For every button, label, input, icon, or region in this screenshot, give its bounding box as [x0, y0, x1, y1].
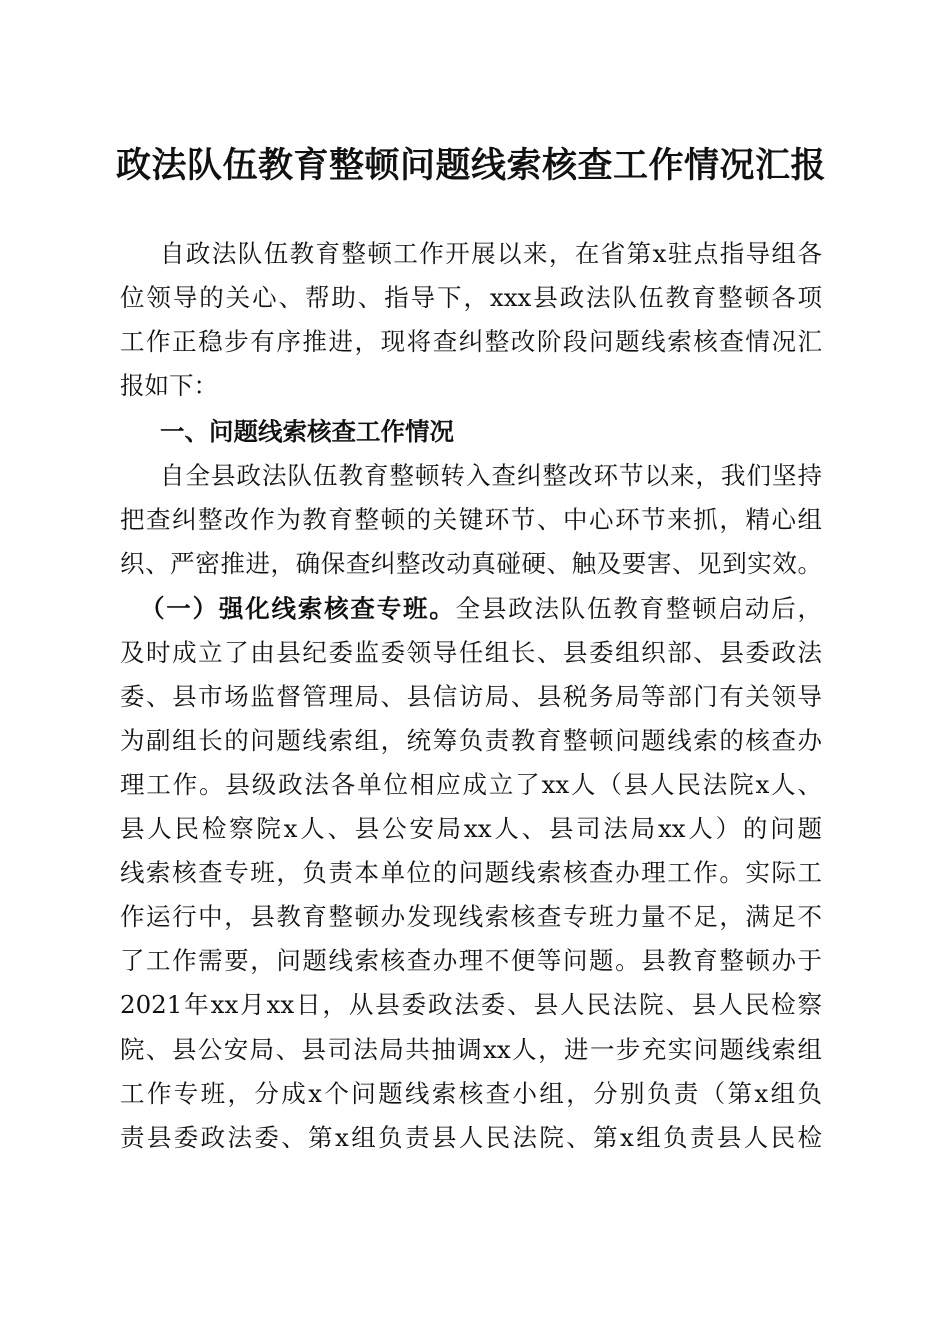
paragraph-line: 为副组长的问题线索组，统筹负责教育整顿问题线索的核查办 [120, 726, 822, 755]
paragraph-line: 报如下： [120, 371, 218, 400]
paragraph-line: 把查纠整改作为教育整顿的关键环节、中心环节来抓，精心组 [120, 505, 822, 534]
paragraph-line: 及时成立了由县纪委监委领导任组长、县委组织部、县委政法 [120, 638, 822, 667]
paragraph-line: 委、县市场监督管理局、县信访局、县税务局等部门有关领导 [120, 682, 822, 711]
paragraph-line: 织、严密推进，确保查纠整改动真碰硬、触及要害、见到实效。 [120, 549, 822, 578]
paragraph-line: 县人民检察院x人、县公安局xx人、县司法局xx人）的问题 [120, 814, 822, 843]
paragraph-line: 作运行中，县教育整顿办发现线索核查专班力量不足，满足不 [120, 902, 822, 931]
document-title: 政法队伍教育整顿问题线索核查工作情况汇报 [115, 145, 826, 186]
paragraph-line: 院、县公安局、县司法局共抽调xx人，进一步充实问题线索组 [120, 1035, 822, 1064]
paragraph-text: 全县政法队伍教育整顿启动后， [455, 594, 823, 623]
paragraph-line: 自政法队伍教育整顿工作开展以来，在省第x驻点指导组各 [160, 239, 822, 268]
paragraph-line: 位领导的关心、帮助、指导下，xxx县政法队伍教育整顿各项 [120, 283, 822, 312]
paragraph-line: 2021年xx月xx日，从县委政法委、县人民法院、县人民检察 [120, 990, 822, 1019]
paragraph-line [140, 594, 822, 624]
paragraph-line: 理工作。县级政法各单位相应成立了xx人（县人民法院x人、 [120, 770, 822, 799]
paragraph-line: 责县委政法委、第x组负责县人民法院、第x组负责县人民检 [120, 1123, 822, 1152]
section-heading: 一、问题线索核查工作情况 [160, 417, 454, 446]
paragraph-line: 自全县政法队伍教育整顿转入查纠整改环节以来，我们坚持 [160, 461, 822, 490]
paragraph-line: 了工作需要，问题线索核查办理不便等问题。县教育整顿办于 [120, 946, 822, 975]
paragraph-line: 线索核查专班，负责本单位的问题线索核查办理工作。实际工 [120, 858, 822, 887]
paragraph-line: 工作正稳步有序推进，现将查纠整改阶段问题线索核查情况汇 [120, 327, 822, 356]
subsection-lead: （一）强化线索核查专班。 [140, 594, 456, 623]
paragraph-line: 工作专班，分成x个问题线索核查小组，分别负责（第x组负 [120, 1079, 822, 1108]
